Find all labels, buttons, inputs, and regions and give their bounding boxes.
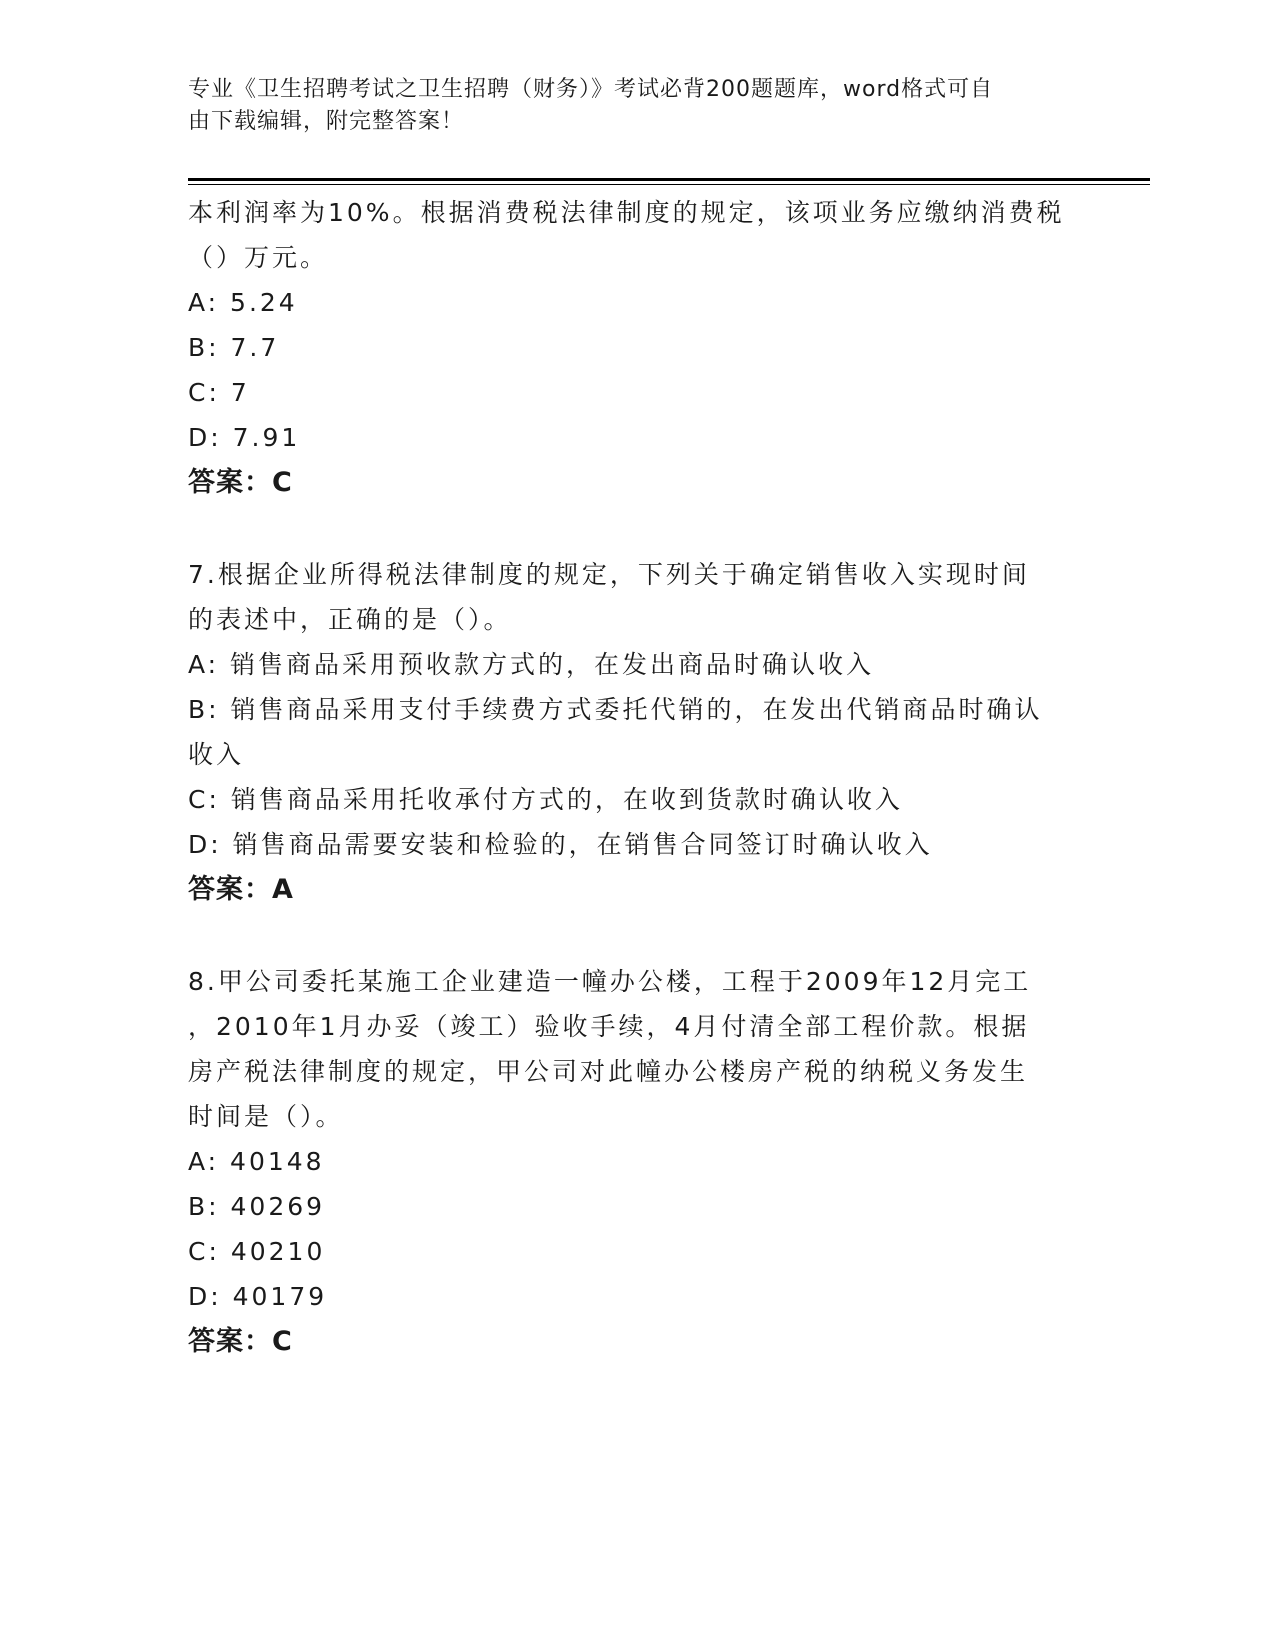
option-a: A: 5.24 <box>188 288 298 317</box>
question-spacer <box>188 912 1088 959</box>
question-stem-line: （）万元。 <box>188 243 329 272</box>
document-header <box>188 74 1088 138</box>
option-b: B: 7.7 <box>188 333 280 362</box>
document-content <box>188 190 1088 1364</box>
question-stem-line: ，2010年1月办妥（竣工）验收手续，4月付清全部工程价款。根据 <box>188 1012 1030 1041</box>
option-d: D: 40179 <box>188 1282 328 1311</box>
question-spacer <box>188 505 1088 552</box>
option-b-continued: 收入 <box>188 740 245 769</box>
question-stem-line: 房产税法律制度的规定，甲公司对此幢办公楼房产税的纳税义务发生 <box>188 1057 1029 1086</box>
header-title-line-2: 由下载编辑，附完整答案！ <box>188 109 465 134</box>
question-stem-line: 时间是（）。 <box>188 1102 344 1131</box>
option-c: C: 销售商品采用托收承付方式的，在收到货款时确认收入 <box>188 785 903 814</box>
option-c: C: 7 <box>188 378 250 407</box>
question-stem-line: 8.甲公司委托某施工企业建造一幢办公楼，工程于2009年12月完工 <box>188 967 1032 996</box>
header-divider-thick <box>188 178 1150 181</box>
header-title-line-1: 专业《卫生招聘考试之卫生招聘（财务）》考试必背200题题库，word格式可自 <box>188 77 994 102</box>
option-b: B: 销售商品采用支付手续费方式委托代销的，在发出代销商品时确认 <box>188 695 1043 724</box>
option-d: D: 销售商品需要安装和检验的，在销售合同签订时确认收入 <box>188 830 933 859</box>
question-stem-line: 本利润率为10%。根据消费税法律制度的规定，该项业务应缴纳消费税 <box>188 198 1065 227</box>
option-d: D: 7.91 <box>188 423 301 452</box>
option-c: C: 40210 <box>188 1237 326 1266</box>
option-a: A: 40148 <box>188 1147 325 1176</box>
answer-label: 答案：C <box>188 467 293 498</box>
option-a: A: 销售商品采用预收款方式的，在发出商品时确认收入 <box>188 650 875 679</box>
answer-label: 答案：A <box>188 874 294 905</box>
question-stem-line: 的表述中，正确的是（）。 <box>188 605 512 634</box>
question-stem-line: 7.根据企业所得税法律制度的规定，下列关于确定销售收入实现时间 <box>188 560 1030 589</box>
question-7 <box>188 552 1088 912</box>
question-6 <box>188 190 1088 505</box>
answer-label: 答案：C <box>188 1326 293 1357</box>
question-8 <box>188 959 1088 1364</box>
header-divider-thin <box>188 184 1150 185</box>
option-b: B: 40269 <box>188 1192 326 1221</box>
